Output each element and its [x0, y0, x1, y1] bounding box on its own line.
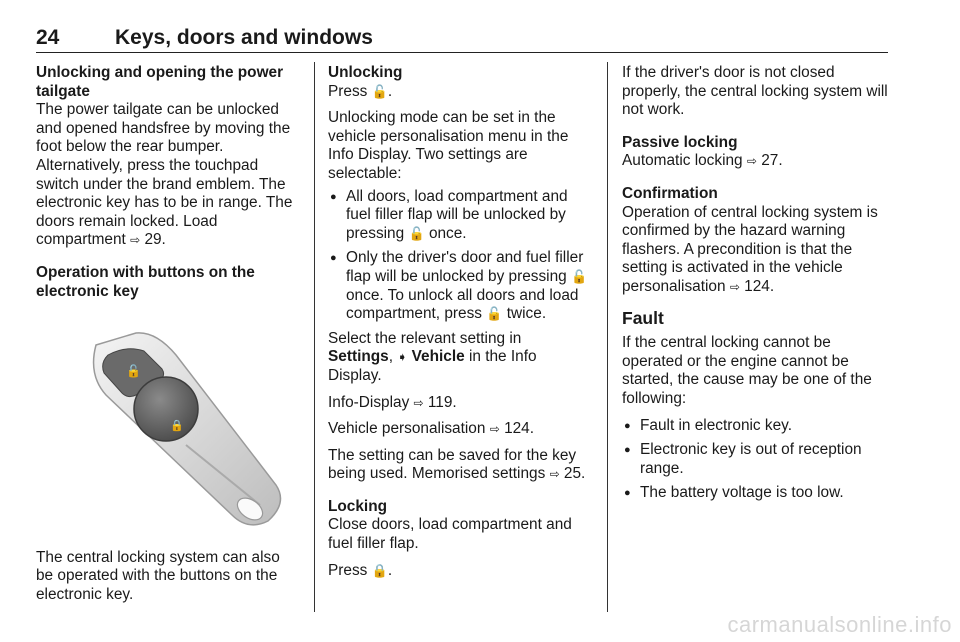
- press-lock-line: Press 🔒.: [328, 561, 393, 579]
- column-divider: [607, 62, 608, 612]
- bullet-text-mid: once. To unlock all doors and load compartment, press: [346, 286, 579, 323]
- fault-list: [622, 417, 888, 503]
- unlock-button-icon: 🔓: [571, 268, 588, 284]
- page-ref-link[interactable]: 25.: [563, 465, 586, 483]
- menu-arrow-icon: ➧: [397, 350, 408, 365]
- heading-fault: Fault: [622, 307, 664, 328]
- section-title: Keys, doors and windows: [115, 26, 373, 49]
- ref-arrow-icon: ⇨: [130, 233, 141, 248]
- vehicle-pers-text: Vehicle personalisation: [328, 420, 486, 438]
- list-item: [328, 249, 590, 323]
- column-3: [622, 64, 888, 509]
- paragraph-locking: Close doors, load compartment and fuel filler flap.: [328, 516, 572, 553]
- heading-confirmation: Confirmation: [622, 184, 718, 202]
- info-display-ref: [328, 394, 590, 413]
- list-item: [328, 188, 590, 244]
- press-unlock-line: Press 🔓.: [328, 82, 393, 100]
- unlock-button-icon: 🔓: [486, 306, 503, 322]
- watermark: carmanualsonline.info: [727, 612, 952, 637]
- ref-arrow-icon: ⇨: [729, 279, 740, 294]
- lock-button-icon: 🔒: [371, 562, 388, 578]
- unlock-button-icon: 🔓: [371, 83, 388, 99]
- select-text-end: in the Info Display.: [328, 348, 537, 384]
- paragraph-unlocking-mode: Unlocking mode can be set in the vehicle personalisation menu in the Info Display. Two settings are selectable:: [328, 109, 569, 182]
- select-text: Select the relevant setting in: [328, 329, 522, 347]
- heading-passive-locking: Passive locking: [622, 133, 738, 151]
- page-ref-link[interactable]: 29.: [144, 231, 166, 249]
- vehicle-menu-label: Vehicle: [411, 348, 465, 366]
- info-display-text: Info-Display: [328, 393, 410, 411]
- page-ref-link[interactable]: 27.: [761, 152, 783, 170]
- page-ref-link[interactable]: 124.: [744, 277, 775, 295]
- unlock-icon: 🔓: [126, 364, 141, 379]
- page-ref-link[interactable]: 124.: [504, 420, 535, 438]
- page-header: [36, 26, 888, 53]
- bullet-text: Only the driver's door and fuel filler flap will be unlocked by pressing: [346, 249, 584, 285]
- column-1: [36, 64, 300, 605]
- select-setting-line: Select the relevant setting in Settings, ➧ Vehicle in the Info Display.: [328, 329, 537, 384]
- heading-unlocking: Unlocking: [328, 64, 403, 81]
- text-tailgate: The power tailgate can be unlocked and opened handsfree by moving the foot below the rear bumper. Alternatively, press the touchpad switch under the brand emblem. The electronic key has to be in range. The doors remain locked. Load compartment: [36, 101, 293, 249]
- lock-icon: 🔒: [170, 419, 184, 433]
- paragraph-fault: If the central locking cannot be operated or the engine cannot be started, the cause may be one of the following:: [622, 334, 872, 407]
- unlock-button-icon: 🔓: [408, 225, 425, 241]
- press-text: Press: [328, 82, 368, 100]
- paragraph-tailgate: [36, 101, 300, 250]
- automatic-locking-ref: [622, 152, 888, 171]
- paragraph-confirmation: [622, 204, 888, 297]
- page-number: 24: [36, 26, 60, 49]
- heading-power-tailgate: Unlocking and opening the power tailgate: [36, 64, 284, 100]
- paragraph-drivers-door: If the driver's door is not closed properly, the central locking system will not work.: [622, 64, 888, 119]
- setting-saved-paragraph: [328, 447, 590, 484]
- list-item: ● The battery voltage is too low.: [622, 484, 888, 503]
- ref-arrow-icon: ⇨: [413, 395, 424, 410]
- confirmation-text: Operation of central locking system is confirmed by the hazard warning flashers. A precondition is that the setting is activated in the vehicle personalisation: [622, 203, 878, 295]
- heading-buttons-key: Operation with buttons on the electronic key: [36, 263, 255, 300]
- ref-arrow-icon: ⇨: [549, 467, 560, 482]
- page-ref-link[interactable]: 119.: [427, 393, 457, 411]
- bullet-text: All doors, load compartment and fuel filler flap will be unlocked by pressing: [346, 187, 568, 242]
- bullet-text-end: once.: [428, 224, 467, 242]
- list-item: ● Electronic key is out of reception range.: [622, 441, 888, 478]
- auto-lock-text: Automatic locking: [622, 152, 743, 170]
- ref-arrow-icon: ⇨: [489, 422, 500, 437]
- paragraph-buttons: The central locking system can also be operated with the buttons on the electronic key.: [36, 548, 280, 603]
- column-2: [328, 64, 590, 580]
- setting-saved-text: The setting can be saved for the key being used. Memorised settings: [328, 446, 577, 483]
- list-item: ● Fault in electronic key.: [622, 417, 888, 436]
- vehicle-personalisation-ref: [328, 420, 590, 439]
- heading-locking: Locking: [328, 497, 387, 515]
- column-divider: [314, 62, 315, 612]
- unlock-settings-list: [328, 188, 590, 324]
- press-text: Press: [328, 561, 368, 579]
- bullet-text-end: twice.: [506, 305, 547, 323]
- ref-arrow-icon: ⇨: [746, 154, 757, 169]
- settings-menu-label: Settings: [328, 348, 389, 366]
- electronic-key-image: [36, 325, 300, 531]
